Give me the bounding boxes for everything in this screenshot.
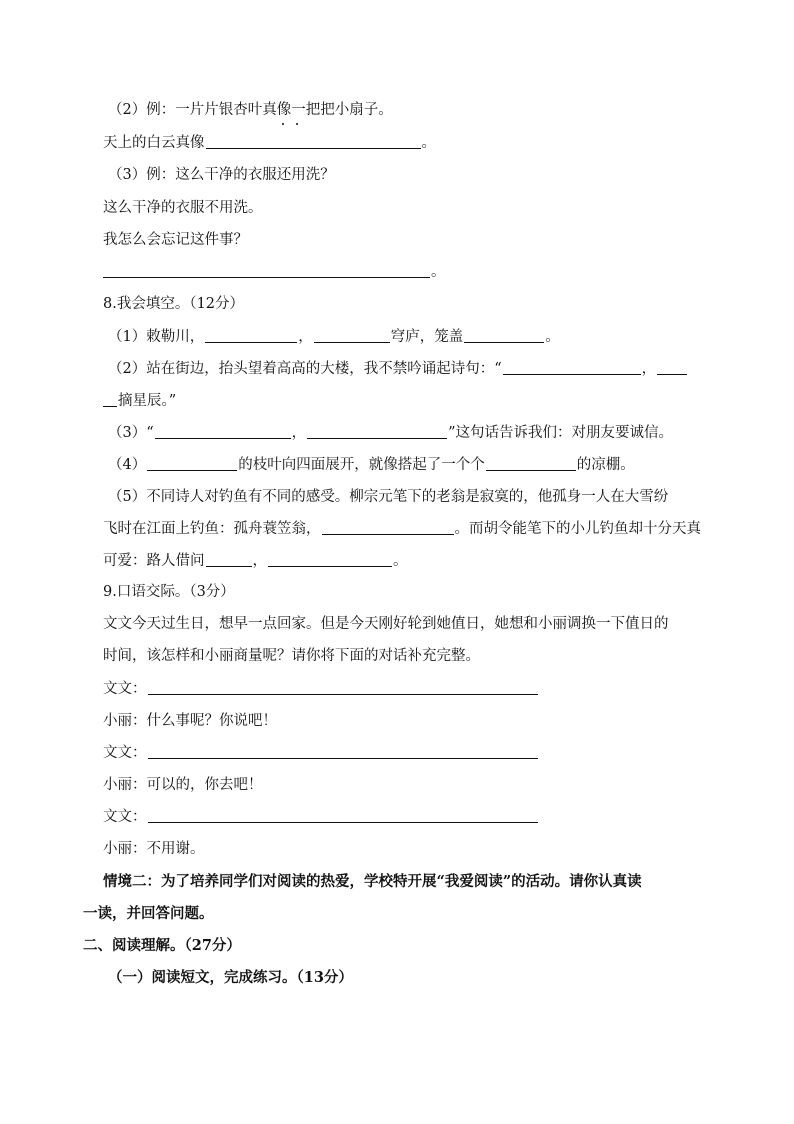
q8-item-5-line-1: （5）不同诗人对钓鱼有不同的感受。柳宗元笔下的老翁是寂寞的，他孤身一人在大雪纷 <box>108 489 669 505</box>
q7-2-prompt: 天上的白云真像 <box>103 135 205 151</box>
q8-5-blank-3[interactable] <box>268 552 392 567</box>
q8-4-blank-2[interactable] <box>486 456 576 471</box>
q9-dialogue-1: 文文： <box>103 679 539 699</box>
q7-3-answer-line <box>103 262 446 282</box>
q8-2-blank-1[interactable] <box>503 360 641 375</box>
q7-3-example: （3）例：这么干净的衣服还用洗？ <box>108 167 335 183</box>
q8-1-blank-1[interactable] <box>205 328 297 343</box>
q8-1-blank-2[interactable] <box>314 328 390 343</box>
q9-dialogue-6: 小丽：不用谢。 <box>103 841 205 857</box>
section-2-title: 二、阅读理解。（27分） <box>83 937 241 954</box>
q8-2-blank-2a[interactable] <box>657 360 687 375</box>
scenario-2-line-2: 一读，并回答问题。 <box>83 905 214 922</box>
q8-item-5-line-3: 可爱：路人借问 ， 。 <box>103 553 408 569</box>
q8-item-1: （1）敕勒川， ， 穹庐，笼盖 。 <box>108 329 560 345</box>
q8-item-4: （4） 的枝叶向四面展开，就像搭起了一个个 的凉棚。 <box>108 457 635 473</box>
q8-1-blank-3[interactable] <box>464 328 544 343</box>
q9-title: 9.口语交际。（3分） <box>103 584 235 600</box>
q9-blank-3[interactable] <box>148 808 538 823</box>
q9-blank-2[interactable] <box>148 744 538 759</box>
q9-dialogue-3: 文文： <box>103 743 539 763</box>
q8-3-blank-1[interactable] <box>155 424 291 439</box>
q9-dialogue-4: 小丽：可以的，你去吧！ <box>103 777 263 793</box>
scenario-2-line-1: 情境二：为了培养同学们对阅读的热爱，学校特开展“我爱阅读”的活动。请你认真读 <box>103 873 642 890</box>
q8-5-blank-1[interactable] <box>322 520 454 535</box>
q7-3-answer-example: 这么干净的衣服不用洗。 <box>103 200 263 216</box>
q7-2-end: 。 <box>421 135 436 151</box>
q7-3-end: 。 <box>431 264 446 280</box>
q7-3-blank[interactable] <box>103 263 430 278</box>
q9-dialogue-5: 文文： <box>103 807 539 827</box>
q8-2-blank-2b[interactable] <box>103 392 117 407</box>
q8-item-3: （3）“ ， ”这句话告诉我们：对朋友要诚信。 <box>108 425 674 441</box>
emphasis-dot-2 <box>290 106 304 120</box>
q9-intro-1: 文文今天过生日，想早一点回家。但是今天刚好轮到她值日，她想和小丽调换一下值日的 <box>103 616 669 632</box>
q7-2-example: （2）例：一片片银杏叶真像一把把小扇子。 <box>108 102 393 118</box>
q7-2-blank[interactable] <box>206 134 421 149</box>
q9-blank-1[interactable] <box>148 680 538 695</box>
q8-4-blank-1[interactable] <box>147 456 237 471</box>
q8-item-2: （2）站在街边，抬头望着高高的大楼，我不禁吟诵起诗句：“ ， <box>108 359 688 379</box>
q8-item-2-cont: 摘星辰。” <box>103 391 176 411</box>
q8-5-blank-2[interactable] <box>206 552 252 567</box>
q9-intro-2: 时间，该怎样和小丽商量呢？请你将下面的对话补充完整。 <box>103 648 480 664</box>
q8-title: 8.我会填空。（12分） <box>103 296 245 312</box>
q7-3-prompt: 我怎么会忘记这件事？ <box>103 232 248 248</box>
emphasis-dot-1 <box>276 106 290 120</box>
q8-3-blank-2[interactable] <box>307 424 447 439</box>
q9-dialogue-2: 小丽：什么事呢？你说吧！ <box>103 713 277 729</box>
q7-2-answer-line <box>103 133 436 153</box>
q8-item-5-line-2: 飞时在江面上钓鱼：孤舟蓑笠翁， 。而胡令能笔下的小儿钓鱼却十分天真 <box>103 521 701 537</box>
section-2-subtitle: （一）阅读短文，完成练习。（13分） <box>108 969 353 986</box>
